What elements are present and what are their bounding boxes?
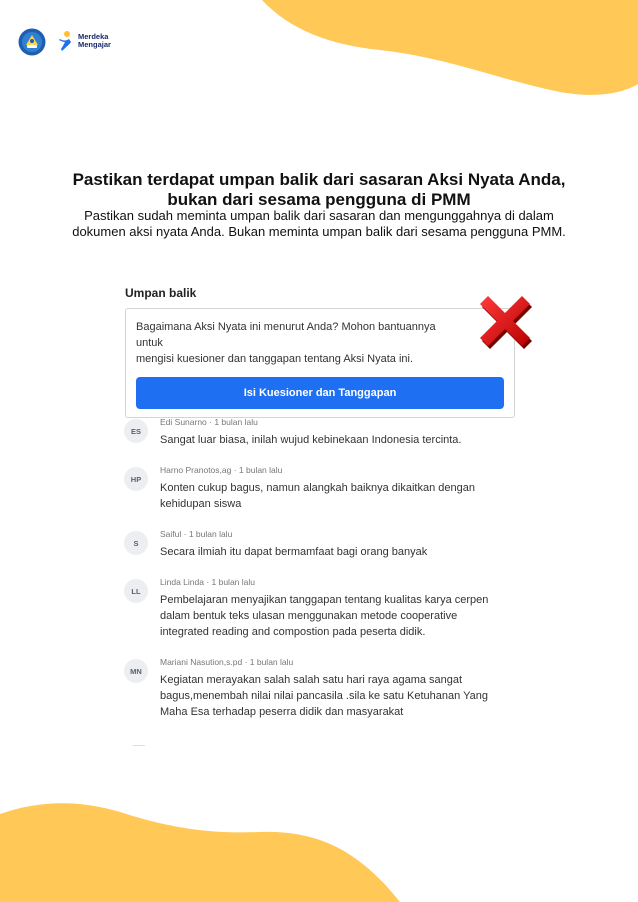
feedback-panel <box>117 286 527 418</box>
comment-text-line: Kegiatan merayakan salah salah satu hari raya agama sangat <box>160 674 463 686</box>
divider <box>133 745 145 746</box>
page-title <box>20 170 618 210</box>
comment-meta: Saiful · 1 bulan lalu <box>160 529 233 539</box>
comment-text-line: Pembelajaran menyajikan tanggapan tentang kualitas karya cerpen <box>160 594 489 606</box>
red-x-icon <box>472 290 538 356</box>
page-title-line1: Pastikan terdapat umpan balik dari sasaran Aksi Nyata Anda, <box>72 170 566 189</box>
comment-text-line: integrated reading and compostion pada peserta didik. <box>160 626 426 638</box>
tut-wuri-handayani-icon <box>18 28 46 56</box>
page-title-line2: bukan dari sesama pengguna di PMM <box>167 190 471 209</box>
top-wave-decoration <box>0 0 638 110</box>
page-subtitle-line1: Pastikan sudah meminta umpan balik dari sasaran dan mengunggahnya di dalam <box>84 208 554 223</box>
comment-text <box>160 544 524 560</box>
logo-text-line2: Mengajar <box>78 40 111 49</box>
comment-text <box>160 592 524 640</box>
comment-meta: Edi Sunarno · 1 bulan lalu <box>160 417 258 427</box>
logo-text-line1: Merdeka <box>78 31 109 41</box>
comment-text <box>160 432 524 448</box>
comment-meta: Harno Pranotos,ag · 1 bulan lalu <box>160 465 283 475</box>
feedback-box <box>125 308 515 418</box>
comment-text-line: Sangat luar biasa, inilah wujud kebinekaan Indonesia tercinta. <box>160 434 462 446</box>
comment-text-line: bagus,menembah nilai nilai pancasila .sila ke satu Ketuhanan Yang <box>160 690 488 702</box>
comment-text <box>160 480 524 512</box>
comment-meta: Linda Linda · 1 bulan lalu <box>160 577 255 587</box>
comment-text <box>160 672 524 720</box>
bottom-wave-decoration <box>0 792 638 902</box>
feedback-section-label: Umpan balik <box>125 286 197 300</box>
page-subtitle-line2: dokumen aksi nyata Anda. Bukan meminta umpan balik dari sesama pengguna PMM. <box>72 224 566 239</box>
avatar: LL <box>124 579 148 603</box>
avatar: MN <box>124 659 148 683</box>
comment-text-line: Konten cukup bagus, namun alangkah baiknya dikaitkan dengan <box>160 482 475 494</box>
feedback-prompt-line1: Bagaimana Aksi Nyata ini menurut Anda? Mohon bantuannya untuk <box>136 321 436 349</box>
comment-item <box>124 529 524 560</box>
comment-item <box>124 657 524 720</box>
comment-item <box>124 417 524 448</box>
comment-list <box>124 417 524 737</box>
feedback-prompt-line2: mengisi kuesioner dan tanggapan tentang Aksi Nyata ini. <box>136 353 414 365</box>
avatar: S <box>124 531 148 555</box>
comment-text-line: dalam bentuk teks ulasan menggunakan metode cooperative <box>160 610 458 622</box>
avatar: ES <box>124 419 148 443</box>
comment-meta: Mariani Nasution,s.pd · 1 bulan lalu <box>160 657 294 667</box>
page-subtitle <box>20 208 618 240</box>
fill-questionnaire-button[interactable]: Isi Kuesioner dan Tanggapan <box>136 377 504 409</box>
avatar: HP <box>124 467 148 491</box>
comment-text-line: kehidupan siswa <box>160 498 242 510</box>
comment-text-line: Maha Esa terhadap peserra didik dan masyarakat <box>160 706 404 718</box>
merdeka-mengajar-logo <box>58 30 111 52</box>
comment-item <box>124 465 524 512</box>
feedback-prompt <box>136 319 504 367</box>
comment-text-line: Secara ilmiah itu dapat bermamfaat bagi orang banyak <box>160 546 428 558</box>
comment-item <box>124 577 524 640</box>
merdeka-mengajar-icon <box>58 30 74 52</box>
